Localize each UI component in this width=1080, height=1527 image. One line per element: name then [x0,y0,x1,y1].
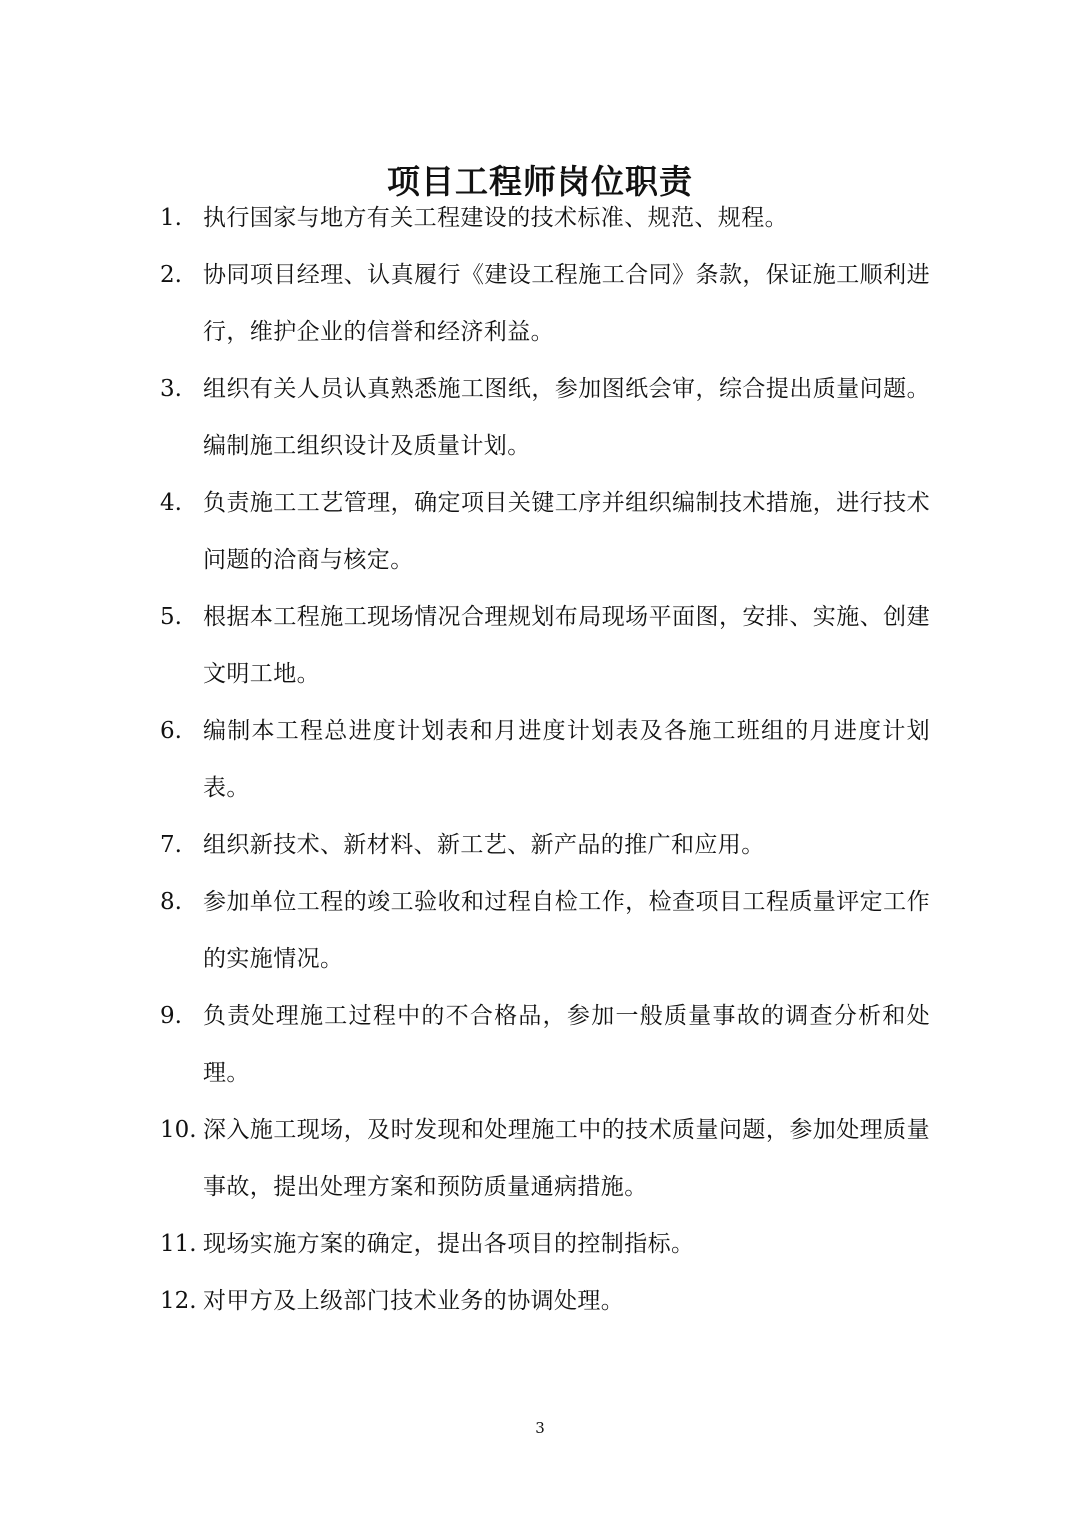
duty-number: 5. [160,604,182,630]
duty-number: 7. [160,832,182,858]
duty-text: 现场实施方案的确定，提出各项目的控制指标。 [203,1231,695,1257]
duty-item-1 [160,190,930,247]
duty-item-12 [160,1273,930,1330]
duty-number: 8. [160,889,182,915]
duty-text: 组织新技术、新材料、新工艺、新产品的推广和应用。 [203,832,765,858]
duty-text: 执行国家与地方有关工程建设的技术标准、规范、规程。 [203,205,788,231]
duty-number: 11. [160,1231,197,1257]
duty-item-4 [160,475,930,589]
duty-item-6 [160,703,930,817]
duty-item-7 [160,817,930,874]
duty-number: 10. [160,1117,197,1143]
duty-text: 参加单位工程的竣工验收和过程自检工作，检查项目工程质量评定工作的实施情况。 [203,889,930,972]
duty-item-3 [160,361,930,475]
duty-text: 对甲方及上级部门技术业务的协调处理。 [203,1288,625,1314]
duty-text: 负责施工工艺管理，确定项目关键工序并组织编制技术措施，进行技术问题的洽商与核定。 [203,490,930,573]
duty-item-11 [160,1216,930,1273]
duty-number: 1. [160,205,182,231]
duty-item-8 [160,874,930,988]
duty-number: 12. [160,1288,197,1314]
duty-text: 编制本工程总进度计划表和月进度计划表及各施工班组的月进度计划表。 [203,718,930,801]
duty-item-9 [160,988,930,1102]
duty-number: 2. [160,262,182,288]
duty-text: 负责处理施工过程中的不合格品，参加一般质量事故的调查分析和处理。 [203,1003,930,1086]
duty-number: 4. [160,490,182,516]
duty-item-10 [160,1102,930,1216]
duty-text: 根据本工程施工现场情况合理规划布局现场平面图，安排、实施、创建文明工地。 [203,604,930,687]
duty-number: 6. [160,718,182,744]
document-title: 项目工程师岗位职责 [387,162,693,202]
duty-text: 深入施工现场，及时发现和处理施工中的技术质量问题，参加处理质量事故，提出处理方案和预防质量通病措施。 [203,1117,930,1200]
duty-number: 9. [160,1003,182,1029]
duty-text: 组织有关人员认真熟悉施工图纸，参加图纸会审，综合提出质量问题。编制施工组织设计及质量计划。 [203,376,930,459]
page-number: 3 [535,1419,545,1437]
duty-list [160,190,930,1330]
duty-item-2 [160,247,930,361]
duty-item-5 [160,589,930,703]
duty-text: 协同项目经理、认真履行《建设工程施工合同》条款，保证施工顺利进行，维护企业的信誉和经济利益。 [203,262,930,345]
duty-number: 3. [160,376,182,402]
